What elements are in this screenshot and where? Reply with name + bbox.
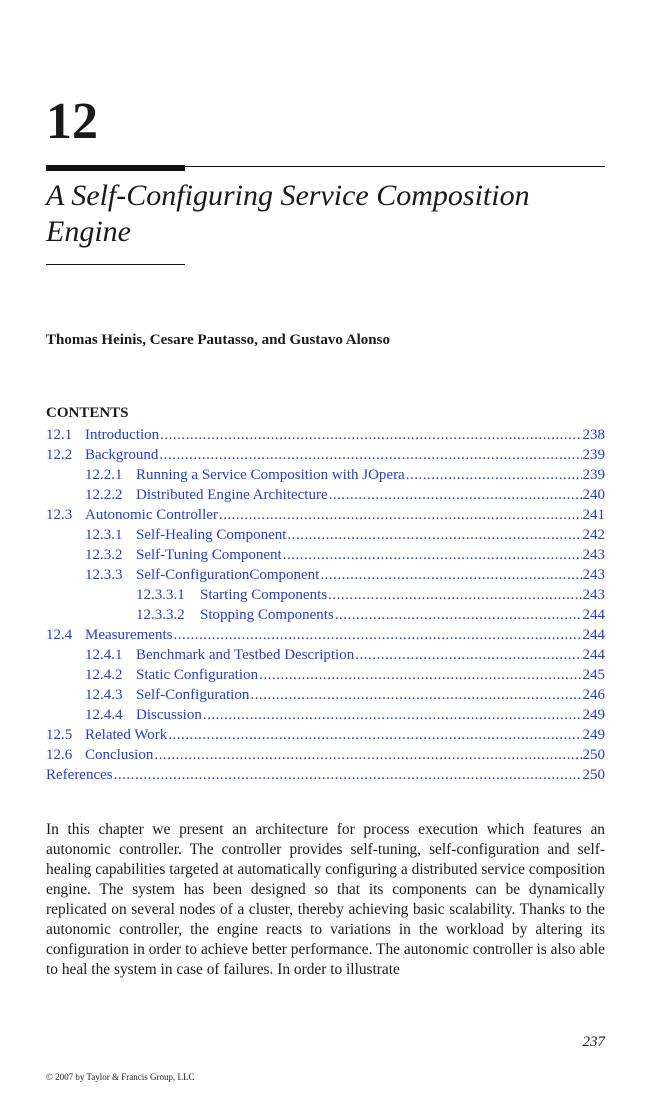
toc-entry-page: 243 [582, 547, 605, 563]
toc-entry-title: Background [85, 447, 159, 463]
toc-entry-page: 245 [582, 667, 605, 683]
toc-entry-title: Static Configuration [136, 667, 259, 683]
chapter-thin-rule [185, 166, 605, 167]
toc-entry-title: Starting Components [200, 587, 328, 603]
toc-entry-title: Self-Configuration [136, 687, 250, 703]
toc-entry-page: 239 [582, 447, 605, 463]
toc-entry-number: 12.4 [46, 627, 73, 643]
toc-entry-number: 12.4.1 [85, 647, 123, 663]
toc-entry-number: 12.3.3.2 [136, 607, 185, 623]
chapter-number: 12 [46, 93, 98, 150]
toc-entry-page: 240 [582, 487, 605, 503]
toc-entry-title: Introduction [85, 427, 160, 443]
page-number: 237 [582, 1034, 605, 1050]
toc-entry-title: References [46, 767, 113, 783]
toc-entry-page: 249 [582, 707, 605, 723]
toc-entry[interactable] [46, 705, 605, 725]
toc-dot-leader [329, 485, 582, 505]
toc-entry-title: Conclusion [85, 747, 154, 763]
toc-entry-page: 239 [582, 467, 605, 483]
toc-entry-page: 244 [582, 607, 605, 623]
toc-dot-leader [335, 605, 582, 625]
toc-dot-leader [355, 645, 581, 665]
toc-entry-title: Distributed Engine Architecture [136, 487, 328, 503]
toc-dot-leader [250, 685, 581, 705]
toc-dot-leader [283, 545, 582, 565]
toc-dot-leader [219, 505, 582, 525]
toc-entry[interactable] [46, 565, 605, 585]
toc-entry-number: 12.3.3 [85, 567, 123, 583]
toc-entry-title: Self-ConfigurationComponent [136, 567, 320, 583]
toc-dot-leader [406, 465, 582, 485]
toc-entry[interactable] [46, 605, 605, 625]
toc-entry-page: 246 [582, 687, 605, 703]
toc-entry-page: 244 [582, 647, 605, 663]
toc-dot-leader [173, 625, 581, 645]
toc-entry-page: 250 [582, 767, 605, 783]
toc-entry-number: 12.6 [46, 747, 73, 763]
toc-entry-title: Autonomic Controller [85, 507, 218, 523]
toc-entry-title: Self-Tuning Component [136, 547, 282, 563]
toc-entry[interactable] [46, 745, 605, 765]
copyright-notice: © 2007 by Taylor & Francis Group, LLC [46, 1072, 195, 1082]
toc-entry[interactable] [46, 445, 605, 465]
toc-entry-number: 12.4.3 [85, 687, 123, 703]
toc-entry-number: 12.4.4 [85, 707, 123, 723]
chapter-title: A Self-Configuring Service Composition Engine [46, 179, 530, 248]
toc-dot-leader [328, 585, 581, 605]
intro-paragraph: In this chapter we present an architecture for process execution which features an autonomic controller. The controller provides self-tuning, self-configuration and self-healing capabilities targeted at automatically configuring a distributed service composition engine. The system has been designed so that its components can be dynamically replicated on several nodes of a cluster, thereby achieving basic scalability. Thanks to the autonomic controller, the engine reacts to variations in the workload by altering its configuration in order to achieve better performance. The autonomic controller is also able to heal the system in case of failures. In order to illustrate [46, 821, 605, 978]
toc-entry-page: 244 [582, 627, 605, 643]
toc-entry[interactable] [46, 525, 605, 545]
toc-entry[interactable] [46, 465, 605, 485]
toc-entry[interactable] [46, 425, 605, 445]
toc-entry-title: Running a Service Composition with JOpera [136, 467, 405, 483]
toc-dot-leader [259, 665, 581, 685]
table-of-contents [46, 425, 605, 785]
toc-entry-number: 12.3.1 [85, 527, 123, 543]
chapter-thick-rule [46, 165, 185, 171]
toc-entry-number: 12.3.2 [85, 547, 123, 563]
toc-entry[interactable] [46, 765, 605, 785]
toc-entry-page: 250 [582, 747, 605, 763]
toc-entry[interactable] [46, 685, 605, 705]
title-underline-rule [46, 264, 185, 265]
toc-dot-leader [114, 765, 582, 785]
toc-entry[interactable] [46, 665, 605, 685]
toc-entry-title: Related Work [85, 727, 168, 743]
toc-entry[interactable] [46, 725, 605, 745]
contents-heading: CONTENTS [46, 405, 129, 421]
toc-dot-leader [154, 745, 581, 765]
toc-entry[interactable] [46, 485, 605, 505]
toc-entry-number: 12.2.2 [85, 487, 123, 503]
toc-entry-number: 12.1 [46, 427, 73, 443]
toc-entry[interactable] [46, 645, 605, 665]
toc-entry-title: Stopping Components [200, 607, 334, 623]
toc-entry-number: 12.5 [46, 727, 73, 743]
toc-entry-page: 241 [582, 507, 605, 523]
toc-entry-title: Discussion [136, 707, 202, 723]
toc-entry-page: 242 [582, 527, 605, 543]
toc-entry-page: 243 [582, 567, 605, 583]
toc-entry-number: 12.2 [46, 447, 73, 463]
toc-entry-title: Measurements [85, 627, 173, 643]
toc-entry-page: 238 [582, 427, 605, 443]
toc-entry[interactable] [46, 585, 605, 605]
toc-dot-leader [160, 425, 581, 445]
toc-entry-number: 12.3 [46, 507, 73, 523]
chapter-authors: Thomas Heinis, Cesare Pautasso, and Gustavo Alonso [46, 332, 390, 348]
toc-entry[interactable] [46, 545, 605, 565]
toc-entry[interactable] [46, 625, 605, 645]
toc-dot-leader [159, 445, 581, 465]
toc-dot-leader [203, 705, 582, 725]
toc-dot-leader [287, 525, 581, 545]
toc-dot-leader [320, 565, 581, 585]
toc-entry-title: Self-Healing Component [136, 527, 287, 543]
toc-dot-leader [168, 725, 581, 745]
toc-entry-number: 12.3.3.1 [136, 587, 185, 603]
toc-entry-title: Benchmark and Testbed Description [136, 647, 355, 663]
toc-entry[interactable] [46, 505, 605, 525]
toc-entry-number: 12.4.2 [85, 667, 123, 683]
toc-entry-page: 249 [582, 727, 605, 743]
toc-entry-number: 12.2.1 [85, 467, 123, 483]
toc-entry-page: 243 [582, 587, 605, 603]
